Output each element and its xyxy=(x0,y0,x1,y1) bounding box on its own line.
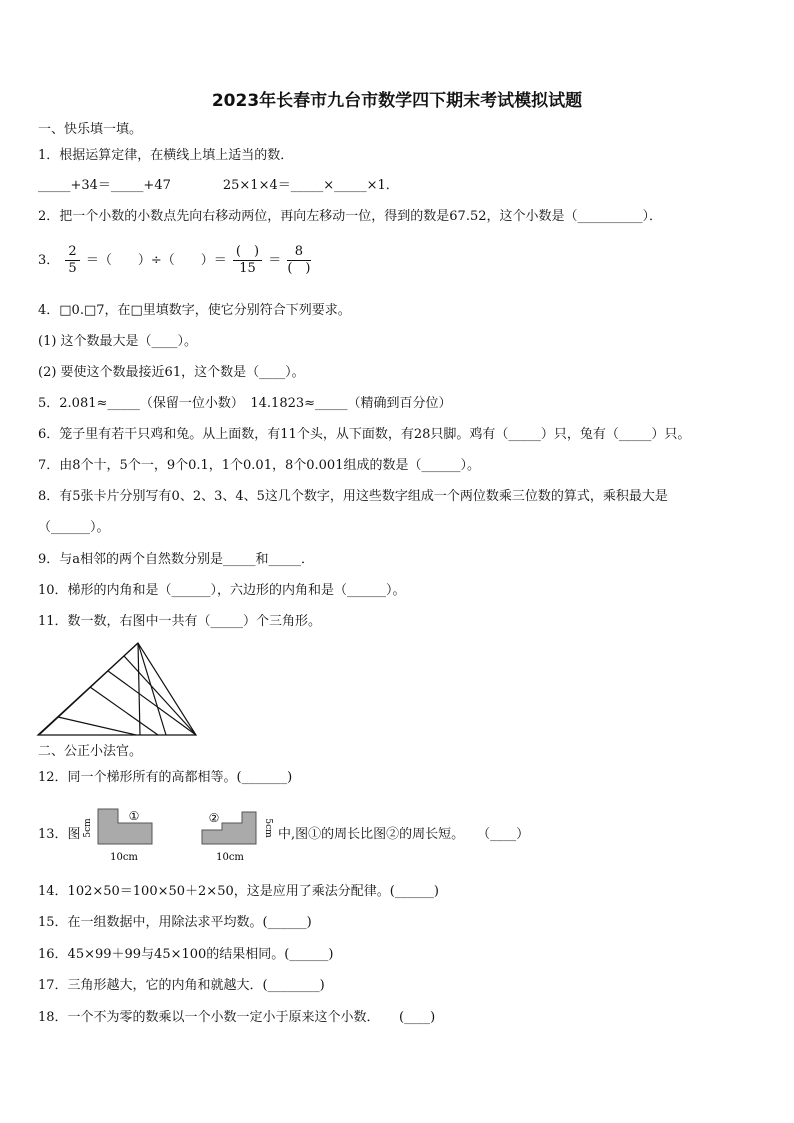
question-16: 16．45×99＋99与45×100的结果相同。(______) xyxy=(38,947,334,962)
question-4-part-1: (1) 这个数最大是（____）。 xyxy=(38,334,198,349)
question-3 xyxy=(38,244,313,277)
question-11: 11．数一数，右图中一共有（_____）个三角形。 xyxy=(38,614,322,629)
question-12: 12．同一个梯形所有的高都相等。(_______) xyxy=(38,770,293,785)
figure-1-bottom-length: 10cm xyxy=(110,852,138,863)
question-1: 1．根据运算定律，在横线上填上适当的数． xyxy=(38,148,294,163)
question-13-suffix: 中,图①的周长比图②的周长短。 （____） xyxy=(278,827,530,842)
question-8: 8．有5张卡片分别写有0、2、3、4、5这几个数字，用这些数字组成一个两位数乘三位数的算式，乘积最大是 xyxy=(38,489,668,504)
question-9: 9．与a相邻的两个自然数分别是_____和_____． xyxy=(38,552,315,567)
question-4: 4．□0.□7，在□里填数字，使它分别符合下列要求。 xyxy=(38,303,351,318)
question-13-prefix: 13．图 xyxy=(38,827,81,842)
section-1-heading: 一、快乐填一填。 xyxy=(38,122,143,137)
question-18: 18．一个不为零的数乘以一个小数一定小于原来这个小数． (____) xyxy=(38,1010,436,1025)
question-4-part-2: (2) 要使这个数最接近61，这个数是（____）。 xyxy=(38,365,305,380)
question-3-middle: ＝（ ）÷（ ）＝ xyxy=(85,253,227,268)
figure-1-shape xyxy=(80,806,170,864)
figure-2-shape xyxy=(198,806,278,864)
fraction-8-over-blank: $\frac{8}{( )}$ xyxy=(287,244,311,276)
question-5: 5．2.081≈_____（保留一位小数） 14.1823≈_____（精确到百分位） xyxy=(38,396,452,411)
question-7: 7．由8个十，5个一，9个0.1，1个0.01，8个0.001组成的数是（______）。 xyxy=(38,458,480,473)
page-title: 2023年长春市九台市数学四下期末考试模拟试题 xyxy=(211,91,583,111)
question-17: 17．三角形越大，它的内角和就越大．(________) xyxy=(38,978,325,993)
question-14: 14．102×50＝100×50＋2×50，这是应用了乘法分配律。(______) xyxy=(38,884,439,899)
fraction-blank-over-15: $\frac{( )}{15}$ xyxy=(233,244,262,277)
figure-1-side-length: 5cm xyxy=(83,818,93,838)
question-15: 15．在一组数据中，用除法求平均数。(______) xyxy=(38,915,312,930)
question-1-blanks: _____+34＝_____+47 25×1×4＝_____×_____×1． xyxy=(38,178,399,193)
question-8-continued: （______）。 xyxy=(38,520,110,535)
fraction-two-fifths: $\frac{2}{5}$ xyxy=(65,244,79,277)
triangle-count-figure xyxy=(36,640,198,738)
question-3-equals: ＝ xyxy=(268,253,282,268)
figure-1-label: ① xyxy=(128,809,140,823)
question-2: 2．把一个小数的小数点先向右移动两位，再向左移动一位，得到的数是67.52，这个小数是（__________）． xyxy=(38,209,662,224)
figure-2-bottom-length: 10cm xyxy=(216,852,244,863)
question-6: 6．笼子里有若干只鸡和兔。从上面数，有11个头，从下面数，有28只脚。鸡有（_____）只，兔有（_____）只。 xyxy=(38,427,691,442)
question-3-number: 3． xyxy=(38,253,60,268)
figure-2-label: ② xyxy=(208,811,220,825)
section-2-heading: 二、公正小法官。 xyxy=(38,744,143,759)
question-10: 10．梯形的内角和是（______），六边形的内角和是（______）。 xyxy=(38,583,406,598)
figure-2-side-length: 5cm xyxy=(263,818,273,838)
